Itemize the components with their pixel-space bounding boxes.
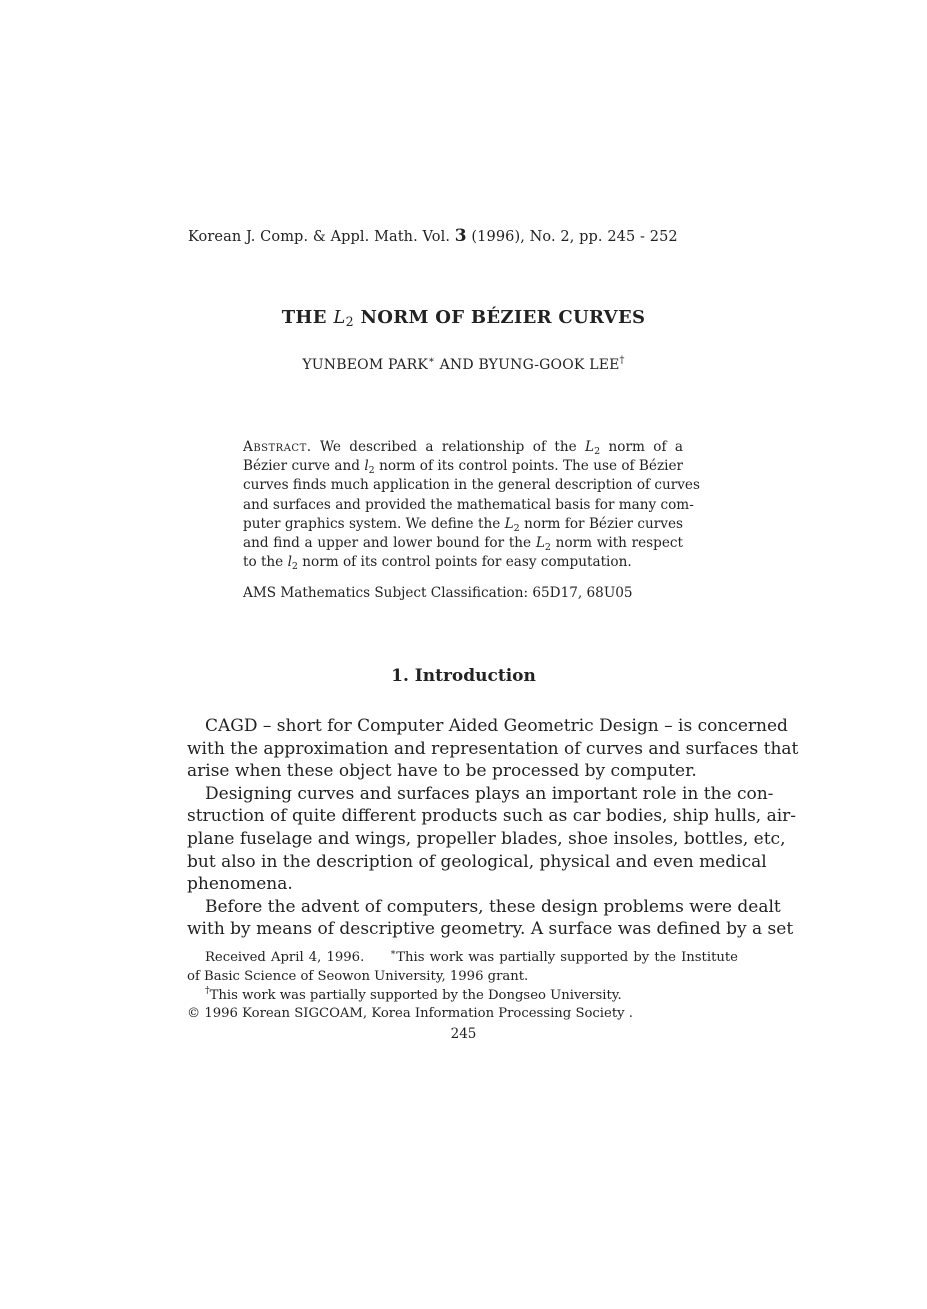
footnote-dagger-mark: † (205, 984, 210, 996)
footnote-star-mark: ∗ (389, 947, 397, 958)
author-2-mark: † (619, 355, 625, 366)
math-sub: 2 (291, 561, 298, 573)
copyright-text: 1996 Korean SIGCOAM, Korea Information Processing Society . (200, 1006, 633, 1022)
abstract-text: and find a upper and lower bound for the (243, 535, 536, 552)
math-sub: 2 (513, 522, 520, 534)
body-line: struction of quite different products such as car bodies, ship hulls, air- (187, 806, 797, 827)
author-1-mark: ∗ (428, 355, 435, 366)
body-line: Designing curves and surfaces plays an important role in the con- (205, 783, 774, 804)
math-l: l (364, 458, 369, 475)
body-text (187, 715, 799, 941)
journal-citation (188, 226, 678, 246)
footnote-received (187, 949, 738, 968)
abstract-text: norm of its control points. The use of Bézier (374, 458, 683, 475)
author-line (0, 357, 927, 373)
abstract-text: to the (243, 554, 288, 571)
abstract-heading: Abstract. (243, 439, 312, 455)
math-sub: 2 (594, 446, 601, 457)
footnote-star-text: This work was partially supported by the Institute (396, 950, 738, 965)
body-line: but also in the description of geological, physical and even medical (187, 851, 767, 872)
abstract-line-4: and surfaces and provided the mathematical basis for many com- (243, 496, 694, 513)
math-L: L (504, 515, 514, 532)
math-l: l (287, 554, 292, 571)
body-line: CAGD – short for Computer Aided Geometric Design – is concerned (205, 716, 788, 736)
abstract (243, 438, 700, 573)
title-part-1: THE (281, 307, 334, 328)
received-date: Received April 4, 1996. (205, 950, 365, 965)
body-line: Before the advent of computers, these design problems were dealt (205, 896, 781, 917)
math-L: L (535, 535, 545, 552)
journal-volume: 3 (454, 226, 467, 246)
body-line: with the approximation and representation of curves and surfaces that (187, 738, 799, 759)
author-2: BYUNG-GOOK LEE (478, 357, 620, 373)
math-sub: 2 (544, 542, 551, 554)
math-sub: 2 (368, 465, 375, 477)
paper-title (0, 307, 927, 328)
author-joiner: AND (434, 357, 479, 373)
page-number: 245 (450, 1026, 477, 1042)
abstract-text: norm of a (600, 439, 683, 455)
abstract-line-7 (243, 553, 683, 572)
abstract-text: norm for Bézier curves (519, 515, 683, 532)
title-part-2: NORM OF BÉZIER CURVES (353, 307, 646, 328)
abstract-line-5 (243, 515, 683, 534)
abstract-line-3: curves finds much application in the general description of curves (243, 477, 700, 494)
abstract-text: Bézier curve and (243, 458, 365, 475)
math-L: L (585, 439, 595, 455)
section-heading: 1. Introduction (391, 666, 536, 686)
footnote-copyright (187, 1005, 738, 1024)
abstract-text: puter graphics system. We define the (243, 515, 505, 532)
ams-classification: AMS Mathematics Subject Classification: 65D17, 68U05 (243, 585, 633, 601)
body-line: arise when these object have to be processed by computer. (187, 761, 697, 782)
footnotes (187, 949, 738, 1024)
title-norm-letter: L (333, 307, 346, 328)
abstract-line-6 (243, 534, 683, 553)
body-line: plane fuselage and wings, propeller blades, shoe insoles, bottles, etc, (187, 828, 786, 849)
journal-suffix: (1996), No. 2, pp. 245 - 252 (466, 229, 678, 245)
abstract-text: norm with respect (550, 535, 683, 552)
body-line: phenomena. (187, 874, 293, 895)
footnote-star-continued: of Basic Science of Seowon University, 1996 grant. (187, 968, 529, 984)
journal-prefix: Korean J. Comp. & Appl. Math. Vol. (188, 229, 455, 245)
abstract-line-1 (243, 438, 683, 457)
footnote-dagger (187, 984, 738, 1006)
author-1: YUNBEOM PARK (302, 357, 429, 373)
footnote-dagger-text: This work was partially supported by the Dongseo University. (209, 987, 622, 1003)
abstract-text: norm of its control points for easy computation. (297, 554, 632, 571)
copyright-icon: © (187, 1006, 201, 1022)
body-line: with by means of descriptive geometry. A surface was defined by a set (187, 919, 794, 940)
abstract-text: We described a relationship of the (320, 439, 586, 455)
abstract-line-2 (243, 457, 683, 476)
title-norm-subscript: 2 (345, 314, 354, 329)
